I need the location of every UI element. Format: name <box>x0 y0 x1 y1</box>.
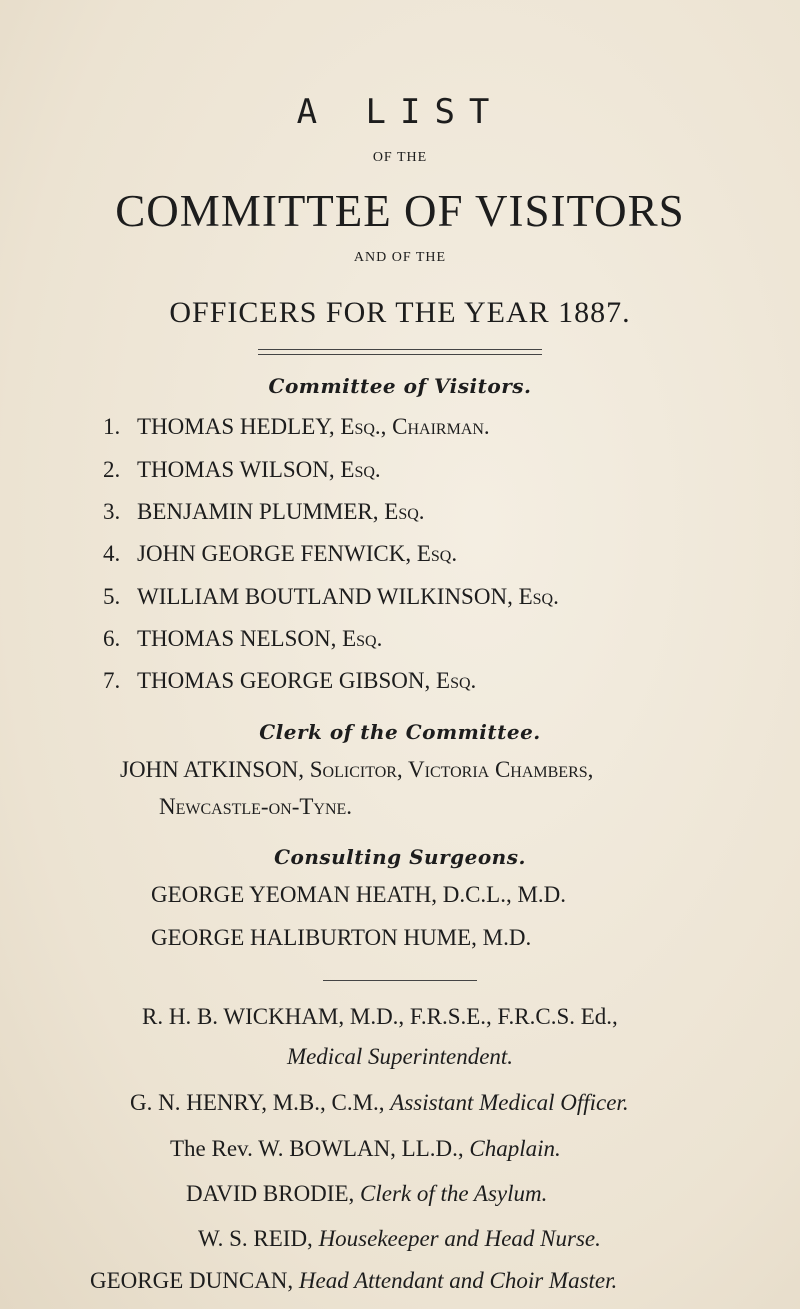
member-name: THOMAS HEDLEY, <box>137 414 341 439</box>
member-name: WILLIAM BOUTLAND WILKINSON, <box>137 584 519 609</box>
member-number: 2. <box>103 457 121 482</box>
officer-line <box>90 1268 617 1294</box>
officer-line <box>170 1136 561 1162</box>
officer-line <box>130 1090 629 1116</box>
clerk-heading: Clerk of the Committee. <box>259 720 541 744</box>
officer-name: W. S. REID, <box>198 1226 319 1251</box>
member-name: THOMAS WILSON, <box>137 457 341 482</box>
officer-role: Assistant Medical Officer. <box>390 1090 629 1115</box>
officer-line <box>186 1181 547 1207</box>
member-suffix: Esq. <box>384 499 425 524</box>
member-suffix: Esq. <box>436 668 477 693</box>
committee-member <box>103 541 457 567</box>
committee-member <box>103 584 559 610</box>
surgeon-name: GEORGE HALIBURTON HUME, M.D. <box>151 925 532 950</box>
committee-heading: Committee of Visitors. <box>268 374 532 398</box>
committee-member <box>103 457 381 483</box>
officer-name: DAVID BRODIE, <box>186 1181 360 1206</box>
officer-name: R. H. B. WICKHAM, M.D., F.R.S.E., F.R.C.S. Ed., <box>142 1004 618 1029</box>
and-of-the-label: AND OF THE <box>353 250 447 265</box>
member-suffix: Esq., Chairman. <box>340 414 490 439</box>
a-list-title: A LIST <box>296 92 504 132</box>
divider-rule <box>258 354 542 355</box>
officer-name: GEORGE DUNCAN, <box>90 1268 299 1293</box>
member-number: 5. <box>103 584 121 609</box>
officer-line <box>0 1044 800 1070</box>
member-suffix: Esq. <box>340 457 381 482</box>
officer-line <box>198 1226 601 1252</box>
member-number: 3. <box>103 499 121 524</box>
clerk-name: JOHN ATKINSON, <box>120 757 310 782</box>
member-number: 6. <box>103 626 121 651</box>
member-suffix: Esq. <box>342 626 383 651</box>
committee-member <box>103 414 490 440</box>
member-name: JOHN GEORGE FENWICK, <box>137 541 417 566</box>
surgeons-heading: Consulting Surgeons. <box>274 845 526 869</box>
member-suffix: Esq. <box>416 541 458 566</box>
member-suffix: Esq. <box>518 584 559 609</box>
divider-rule <box>323 980 477 981</box>
officers-year-title: OFFICERS FOR THE YEAR 1887. <box>169 296 631 329</box>
surgeon-name: GEORGE YEOMAN HEATH, D.C.L., M.D. <box>151 882 567 907</box>
member-number: 1. <box>103 414 121 439</box>
member-name: THOMAS NELSON, <box>137 626 343 651</box>
committee-member <box>103 626 382 652</box>
committee-member <box>103 668 476 694</box>
officer-role: Housekeeper and Head Nurse. <box>318 1226 601 1251</box>
committee-of-visitors-title: COMMITTEE OF VISITORS <box>115 186 685 236</box>
member-number: 7. <box>103 668 121 693</box>
member-number: 4. <box>103 541 121 566</box>
officer-line <box>142 1004 618 1030</box>
officer-role: Head Attendant and Choir Master. <box>298 1268 618 1293</box>
of-the-label: OF THE <box>372 150 428 165</box>
member-name: THOMAS GEORGE GIBSON, <box>137 668 437 693</box>
clerk-line <box>120 757 593 783</box>
member-name: BENJAMIN PLUMMER, <box>137 499 385 524</box>
clerk-detail: Solicitor, Victoria Chambers, <box>309 757 594 782</box>
officer-role: Chaplain. <box>469 1136 561 1161</box>
divider-rule <box>258 349 542 350</box>
clerk-place: Newcastle-on-Tyne. <box>159 794 353 819</box>
officer-name: The Rev. W. BOWLAN, LL.D., <box>170 1136 470 1161</box>
officer-name: G. N. HENRY, M.B., C.M., <box>130 1090 391 1115</box>
officer-role: Clerk of the Asylum. <box>360 1181 548 1206</box>
officer-role: Medical Superintendent. <box>286 1044 514 1069</box>
committee-member <box>103 499 425 525</box>
